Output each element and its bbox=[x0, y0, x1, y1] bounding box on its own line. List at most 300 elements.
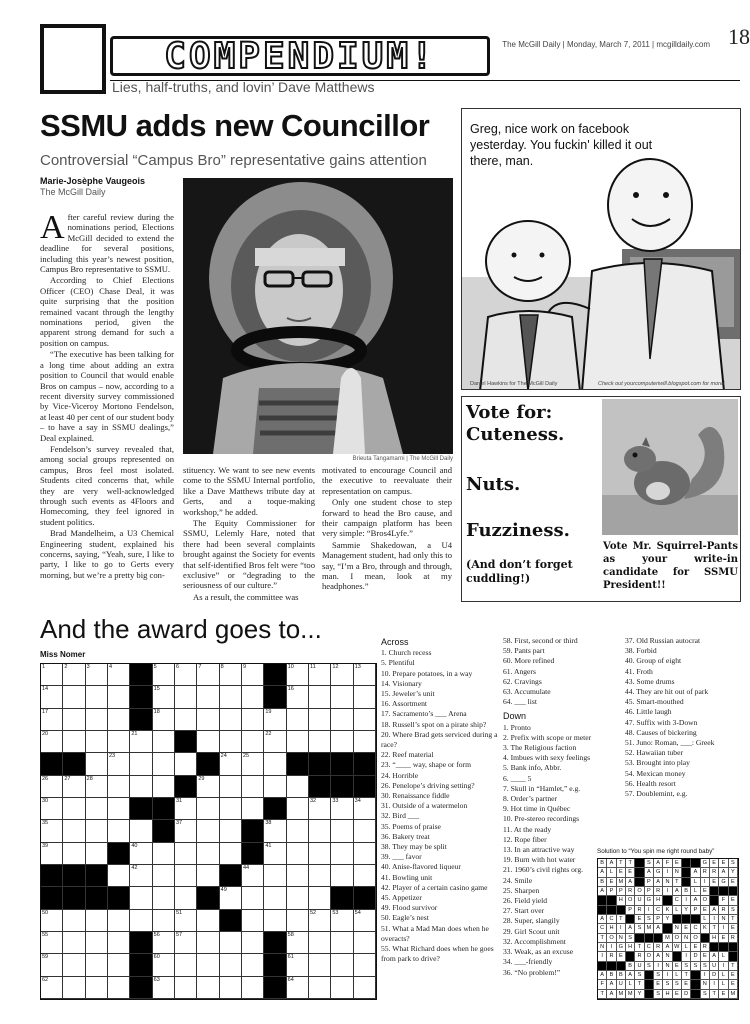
crossword-cell[interactable] bbox=[41, 932, 63, 954]
solution-letter: M bbox=[626, 990, 635, 999]
crossword-cell[interactable] bbox=[220, 664, 242, 686]
crossword-cell[interactable] bbox=[175, 709, 197, 731]
clue-number: 4 bbox=[109, 664, 113, 670]
article-paragraph: Only one student chose to step forward to head the Bro cause, and their campaign platform has been very simple: “Bros4Lyfe.” bbox=[322, 497, 452, 539]
crossword-author: Miss Nomer bbox=[40, 650, 86, 659]
crossword-cell[interactable] bbox=[86, 664, 108, 686]
crossword-cell[interactable] bbox=[264, 865, 286, 887]
crossword-cell[interactable] bbox=[242, 954, 264, 976]
crossword-cell[interactable] bbox=[197, 977, 219, 999]
crossword-cell[interactable] bbox=[242, 977, 264, 999]
solution-block bbox=[598, 896, 607, 905]
clue-number: 26 bbox=[42, 775, 49, 782]
crossword-cell[interactable] bbox=[108, 686, 130, 708]
clue-number: 60 bbox=[153, 954, 160, 961]
crossword-cell[interactable] bbox=[242, 731, 264, 753]
crossword-cell[interactable] bbox=[264, 709, 286, 731]
crossword-cell[interactable] bbox=[287, 910, 309, 932]
crossword-cell[interactable] bbox=[175, 932, 197, 954]
crossword-cell[interactable] bbox=[354, 798, 376, 820]
crossword-cell[interactable] bbox=[86, 843, 108, 865]
crossword-cell[interactable] bbox=[130, 887, 152, 909]
clue: 60. More refined bbox=[503, 656, 555, 666]
solution-letter: S bbox=[654, 971, 663, 980]
clue-number: 9 bbox=[243, 664, 247, 670]
crossword-block bbox=[331, 753, 353, 775]
crossword-cell[interactable] bbox=[197, 798, 219, 820]
crossword-block bbox=[220, 865, 242, 887]
crossword-cell[interactable] bbox=[130, 820, 152, 842]
crossword-cell[interactable] bbox=[242, 686, 264, 708]
crossword-cell[interactable] bbox=[108, 865, 130, 887]
crossword-cell[interactable] bbox=[175, 664, 197, 686]
crossword-cell[interactable] bbox=[197, 776, 219, 798]
solution-letter: N bbox=[598, 943, 607, 952]
solution-letter: E bbox=[729, 896, 738, 905]
crossword-cell[interactable] bbox=[331, 932, 353, 954]
crossword-cell[interactable] bbox=[242, 776, 264, 798]
crossword-cell[interactable] bbox=[108, 753, 130, 775]
crossword-cell[interactable] bbox=[309, 977, 331, 999]
crossword-cell[interactable] bbox=[130, 753, 152, 775]
solution-block bbox=[645, 971, 654, 980]
section-title: COMPENDIUM! bbox=[110, 36, 490, 76]
crossword-cell[interactable] bbox=[130, 731, 152, 753]
crossword-cell[interactable] bbox=[220, 686, 242, 708]
crossword-cell[interactable] bbox=[197, 686, 219, 708]
crossword-cell[interactable] bbox=[63, 843, 85, 865]
solution-letter: I bbox=[682, 952, 691, 961]
crossword-cell[interactable] bbox=[242, 932, 264, 954]
clue-number: 34 bbox=[354, 798, 361, 804]
crossword-cell[interactable] bbox=[287, 686, 309, 708]
solution-letter: H bbox=[607, 924, 616, 933]
crossword-cell[interactable] bbox=[175, 820, 197, 842]
crossword-cell[interactable] bbox=[287, 977, 309, 999]
crossword-cell[interactable] bbox=[130, 776, 152, 798]
solution-letter: L bbox=[626, 980, 635, 989]
crossword-cell[interactable] bbox=[309, 865, 331, 887]
crossword-cell[interactable] bbox=[354, 664, 376, 686]
crossword-cell[interactable] bbox=[354, 932, 376, 954]
clue-number: 63 bbox=[153, 976, 160, 983]
crossword-cell[interactable] bbox=[309, 954, 331, 976]
crossword-cell[interactable] bbox=[153, 843, 175, 865]
crossword-cell[interactable] bbox=[287, 664, 309, 686]
crossword-cell[interactable] bbox=[331, 977, 353, 999]
solution-letter: I bbox=[663, 868, 672, 877]
article-paragraph: After careful review during the nominations period, Elections McGill decided to extend the deadline for several positions, including this year’s newest position, Campus Bro representative to SSMU. bbox=[40, 212, 174, 275]
crossword-cell[interactable] bbox=[153, 776, 175, 798]
clue-number: 24 bbox=[220, 753, 227, 760]
crossword-cell[interactable] bbox=[287, 865, 309, 887]
solution-letter: P bbox=[607, 887, 616, 896]
crossword-cell[interactable] bbox=[153, 709, 175, 731]
clue-number: 20 bbox=[42, 731, 49, 737]
crossword-cell[interactable] bbox=[220, 843, 242, 865]
crossword-cell[interactable] bbox=[41, 776, 63, 798]
solution-letter: R bbox=[719, 906, 728, 915]
crossword-cell[interactable] bbox=[242, 709, 264, 731]
crossword-cell[interactable] bbox=[220, 709, 242, 731]
solution-block bbox=[701, 934, 710, 943]
crossword-cell[interactable] bbox=[63, 664, 85, 686]
crossword-cell[interactable] bbox=[354, 843, 376, 865]
crossword-block bbox=[309, 753, 331, 775]
crossword-cell[interactable] bbox=[86, 820, 108, 842]
crossword-cell[interactable] bbox=[331, 820, 353, 842]
clue: 29. Girl Scout unit bbox=[503, 926, 560, 936]
crossword-cell[interactable] bbox=[41, 686, 63, 708]
clue-number: 5 bbox=[153, 664, 157, 670]
crossword-cell[interactable] bbox=[354, 977, 376, 999]
crossword-cell[interactable] bbox=[309, 910, 331, 932]
crossword-cell[interactable] bbox=[197, 731, 219, 753]
crossword-cell[interactable] bbox=[86, 977, 108, 999]
solution-letter: Y bbox=[663, 915, 672, 924]
crossword-cell[interactable] bbox=[220, 932, 242, 954]
crossword-cell[interactable] bbox=[242, 753, 264, 775]
crossword-cell[interactable] bbox=[197, 820, 219, 842]
crossword-cell[interactable] bbox=[175, 843, 197, 865]
crossword-cell[interactable] bbox=[197, 843, 219, 865]
clues-column-3 bbox=[625, 636, 745, 799]
crossword-cell[interactable] bbox=[331, 709, 353, 731]
crossword-cell[interactable] bbox=[175, 887, 197, 909]
crossword-cell[interactable] bbox=[130, 910, 152, 932]
crossword-cell[interactable] bbox=[108, 977, 130, 999]
solution-letter: U bbox=[617, 980, 626, 989]
solution-letter: A bbox=[719, 868, 728, 877]
crossword-cell[interactable] bbox=[264, 753, 286, 775]
ad-nuts: Nuts. bbox=[466, 474, 521, 495]
crossword-cell[interactable] bbox=[197, 664, 219, 686]
crossword-cell[interactable] bbox=[287, 776, 309, 798]
crossword-grid[interactable] bbox=[40, 663, 377, 1000]
solution-letter: R bbox=[635, 906, 644, 915]
crossword-cell[interactable] bbox=[331, 664, 353, 686]
crossword-cell[interactable] bbox=[108, 954, 130, 976]
crossword-cell[interactable] bbox=[354, 954, 376, 976]
crossword-cell[interactable] bbox=[63, 686, 85, 708]
crossword-cell[interactable] bbox=[331, 798, 353, 820]
crossword-block bbox=[309, 776, 331, 798]
crossword-cell[interactable] bbox=[153, 932, 175, 954]
crossword-cell[interactable] bbox=[41, 798, 63, 820]
crossword-cell[interactable] bbox=[153, 664, 175, 686]
crossword-cell[interactable] bbox=[264, 776, 286, 798]
clue-number: 44 bbox=[243, 865, 250, 871]
crossword-cell[interactable] bbox=[63, 820, 85, 842]
crossword-cell[interactable] bbox=[287, 709, 309, 731]
crossword-cell[interactable] bbox=[63, 798, 85, 820]
article-column-3 bbox=[322, 465, 452, 605]
clue: 32. Accomplishment bbox=[503, 936, 566, 946]
clue: 7. Skull in “Hamlet,” e.g. bbox=[503, 783, 581, 793]
clue-number: 1 bbox=[42, 664, 46, 670]
crossword-cell[interactable] bbox=[108, 709, 130, 731]
solution-letter: E bbox=[626, 868, 635, 877]
article-column-1 bbox=[40, 212, 174, 602]
crossword-cell[interactable] bbox=[86, 798, 108, 820]
crossword-cell[interactable] bbox=[309, 664, 331, 686]
crossword-cell[interactable] bbox=[331, 865, 353, 887]
crossword-cell[interactable] bbox=[354, 731, 376, 753]
crossword-cell[interactable] bbox=[130, 865, 152, 887]
solution-letter: Y bbox=[729, 868, 738, 877]
crossword-cell[interactable] bbox=[63, 731, 85, 753]
solution-block bbox=[682, 878, 691, 887]
crossword-cell[interactable] bbox=[130, 843, 152, 865]
crossword-cell[interactable] bbox=[242, 664, 264, 686]
crossword-cell[interactable] bbox=[86, 731, 108, 753]
crossword-cell[interactable] bbox=[41, 731, 63, 753]
clue-number: 39 bbox=[42, 842, 49, 849]
crossword-cell[interactable] bbox=[41, 820, 63, 842]
crossword-block bbox=[108, 843, 130, 865]
crossword-cell[interactable] bbox=[86, 686, 108, 708]
solution-letter: B bbox=[598, 859, 607, 868]
crossword-cell[interactable] bbox=[309, 798, 331, 820]
clue: 54. Mexican money bbox=[625, 768, 686, 778]
crossword-cell[interactable] bbox=[153, 910, 175, 932]
solution-letter: A bbox=[607, 859, 616, 868]
crossword-cell[interactable] bbox=[153, 753, 175, 775]
crossword-cell[interactable] bbox=[242, 910, 264, 932]
clue: 10. Prepare potatoes, in a way bbox=[381, 668, 473, 678]
crossword-cell[interactable] bbox=[220, 776, 242, 798]
crossword-cell[interactable] bbox=[354, 865, 376, 887]
crossword-cell[interactable] bbox=[175, 753, 197, 775]
solution-letter: N bbox=[673, 924, 682, 933]
solution-block bbox=[598, 906, 607, 915]
crossword-block bbox=[153, 798, 175, 820]
clue: 52. Hawaiian tuber bbox=[625, 748, 683, 758]
solution-letter: O bbox=[635, 887, 644, 896]
crossword-block bbox=[108, 887, 130, 909]
crossword-cell[interactable] bbox=[220, 954, 242, 976]
crossword-block bbox=[130, 709, 152, 731]
crossword-cell[interactable] bbox=[41, 664, 63, 686]
solution-letter: T bbox=[598, 934, 607, 943]
solution-letter: S bbox=[701, 990, 710, 999]
crossword-title: And the award goes to... bbox=[40, 614, 322, 644]
crossword-cell[interactable] bbox=[331, 843, 353, 865]
solution-block bbox=[645, 990, 654, 999]
crossword-cell[interactable] bbox=[331, 910, 353, 932]
crossword-cell[interactable] bbox=[287, 932, 309, 954]
crossword-block bbox=[153, 820, 175, 842]
clue: 63. Accumulate bbox=[503, 687, 551, 697]
crossword-cell[interactable] bbox=[309, 932, 331, 954]
crossword-cell[interactable] bbox=[197, 932, 219, 954]
crossword-cell[interactable] bbox=[220, 820, 242, 842]
crossword-cell[interactable] bbox=[86, 753, 108, 775]
crossword-cell[interactable] bbox=[242, 887, 264, 909]
crossword-cell[interactable] bbox=[220, 887, 242, 909]
crossword-cell[interactable] bbox=[220, 977, 242, 999]
crossword-cell[interactable] bbox=[41, 954, 63, 976]
crossword-block bbox=[264, 686, 286, 708]
crossword-cell[interactable] bbox=[220, 753, 242, 775]
crossword-cell[interactable] bbox=[86, 776, 108, 798]
crossword-cell[interactable] bbox=[264, 910, 286, 932]
crossword-cell[interactable] bbox=[175, 798, 197, 820]
crossword-cell[interactable] bbox=[108, 664, 130, 686]
crossword-cell[interactable] bbox=[108, 820, 130, 842]
crossword-cell[interactable] bbox=[354, 709, 376, 731]
crossword-cell[interactable] bbox=[287, 954, 309, 976]
crossword-cell[interactable] bbox=[63, 932, 85, 954]
crossword-cell[interactable] bbox=[331, 954, 353, 976]
crossword-cell[interactable] bbox=[108, 910, 130, 932]
article-paragraph: stituency. We want to see new events come to the SSMU Internal portfolio, like a Dave Matthews tribute day at Gerts, and a toque-making workshop,” he added. bbox=[183, 465, 315, 517]
crossword-cell[interactable] bbox=[41, 977, 63, 999]
crossword-cell[interactable] bbox=[86, 932, 108, 954]
crossword-cell[interactable] bbox=[197, 865, 219, 887]
crossword-cell[interactable] bbox=[197, 709, 219, 731]
crossword-cell[interactable] bbox=[220, 798, 242, 820]
crossword-cell[interactable] bbox=[175, 910, 197, 932]
crossword-cell[interactable] bbox=[175, 686, 197, 708]
solution-letter: I bbox=[710, 915, 719, 924]
crossword-cell[interactable] bbox=[63, 776, 85, 798]
crossword-cell[interactable] bbox=[287, 798, 309, 820]
clue: 35. Poems of praise bbox=[381, 821, 441, 831]
crossword-cell[interactable] bbox=[331, 686, 353, 708]
solution-letter: A bbox=[710, 952, 719, 961]
solution-letter: C bbox=[645, 943, 654, 952]
crossword-cell[interactable] bbox=[354, 686, 376, 708]
solution-block bbox=[673, 915, 682, 924]
masthead-box-logo bbox=[40, 24, 106, 94]
solution-letter: B bbox=[598, 878, 607, 887]
crossword-cell[interactable] bbox=[86, 709, 108, 731]
crossword-cell[interactable] bbox=[287, 887, 309, 909]
crossword-cell[interactable] bbox=[287, 843, 309, 865]
clue: 23. “____ way, shape or form bbox=[381, 760, 471, 770]
crossword-cell[interactable] bbox=[108, 798, 130, 820]
clue: 37. Old Russian autocrat bbox=[625, 636, 701, 645]
drop-cap: A bbox=[40, 212, 65, 246]
crossword-cell[interactable] bbox=[153, 954, 175, 976]
crossword-cell[interactable] bbox=[86, 954, 108, 976]
crossword-cell[interactable] bbox=[242, 865, 264, 887]
crossword-cell[interactable] bbox=[287, 731, 309, 753]
clue: 59. Pants part bbox=[503, 646, 545, 656]
crossword-cell[interactable] bbox=[63, 977, 85, 999]
solution-letter: S bbox=[626, 934, 635, 943]
clue: 43. Some drums bbox=[625, 676, 675, 686]
solution-letter: A bbox=[654, 952, 663, 961]
clue-number: 32 bbox=[310, 798, 317, 804]
solution-letter: I bbox=[663, 887, 672, 896]
solution-block bbox=[617, 906, 626, 915]
solution-letter: B bbox=[607, 971, 616, 980]
clue: 31. Outside of a watermelon bbox=[381, 801, 468, 811]
solution-block bbox=[682, 859, 691, 868]
crossword-cell[interactable] bbox=[242, 798, 264, 820]
crossword-cell[interactable] bbox=[41, 910, 63, 932]
crossword-cell[interactable] bbox=[108, 731, 130, 753]
crossword-cell[interactable] bbox=[197, 910, 219, 932]
crossword-cell[interactable] bbox=[153, 977, 175, 999]
article-paragraph: Fendelson’s survey revealed that, among social groups represented on campus, Bros feel most isolated. Students cited concerns that, while they are very well-acknowledged through such events as 4Floors and Homecoming, they feel ignored in student politics. bbox=[40, 443, 174, 527]
clue: 62. Cravings bbox=[503, 676, 542, 686]
solution-letter: T bbox=[729, 915, 738, 924]
crossword-block bbox=[242, 820, 264, 842]
crossword-cell[interactable] bbox=[86, 910, 108, 932]
crossword-cell[interactable] bbox=[63, 910, 85, 932]
crossword-cell[interactable] bbox=[309, 820, 331, 842]
solution-letter: E bbox=[635, 915, 644, 924]
crossword-block bbox=[63, 753, 85, 775]
crossword-cell[interactable] bbox=[153, 865, 175, 887]
solution-letter: E bbox=[729, 980, 738, 989]
solution-letter: T bbox=[598, 990, 607, 999]
crossword-cell[interactable] bbox=[309, 887, 331, 909]
clue: 53. Brought into play bbox=[625, 758, 690, 768]
solution-letter: I bbox=[645, 906, 654, 915]
crossword-cell[interactable] bbox=[108, 932, 130, 954]
crossword-cell[interactable] bbox=[264, 887, 286, 909]
crossword-cell[interactable] bbox=[309, 709, 331, 731]
solution-letter: U bbox=[635, 962, 644, 971]
solution-letter: A bbox=[598, 868, 607, 877]
crossword-cell[interactable] bbox=[63, 709, 85, 731]
crossword-cell[interactable] bbox=[175, 954, 197, 976]
solution-block bbox=[691, 990, 700, 999]
crossword-cell[interactable] bbox=[354, 820, 376, 842]
crossword-cell[interactable] bbox=[331, 731, 353, 753]
crossword-cell[interactable] bbox=[41, 843, 63, 865]
crossword-cell[interactable] bbox=[175, 865, 197, 887]
solution-block bbox=[635, 868, 644, 877]
crossword-cell[interactable] bbox=[287, 820, 309, 842]
solution-block bbox=[617, 962, 626, 971]
crossword-cell[interactable] bbox=[153, 887, 175, 909]
crossword-cell[interactable] bbox=[264, 843, 286, 865]
solution-letter: H bbox=[710, 934, 719, 943]
solution-letter: O bbox=[607, 934, 616, 943]
crossword-cell[interactable] bbox=[41, 709, 63, 731]
solution-letter: A bbox=[645, 868, 654, 877]
solution-letter: A bbox=[654, 859, 663, 868]
solution-letter: B bbox=[682, 887, 691, 896]
crossword-cell[interactable] bbox=[153, 731, 175, 753]
crossword-cell[interactable] bbox=[153, 686, 175, 708]
crossword-cell[interactable] bbox=[108, 776, 130, 798]
solution-letter: G bbox=[654, 868, 663, 877]
crossword-cell[interactable] bbox=[175, 977, 197, 999]
solution-block bbox=[729, 943, 738, 952]
crossword-cell[interactable] bbox=[309, 843, 331, 865]
clue: 21. 1960’s civil rights org. bbox=[503, 865, 584, 875]
crossword-block bbox=[220, 910, 242, 932]
crossword-cell[interactable] bbox=[197, 954, 219, 976]
clue: 9. Hot time in Québec bbox=[503, 804, 571, 814]
crossword-cell[interactable] bbox=[354, 910, 376, 932]
crossword-cell[interactable] bbox=[63, 954, 85, 976]
crossword-cell[interactable] bbox=[264, 820, 286, 842]
crossword-cell[interactable] bbox=[309, 686, 331, 708]
solution-letter: T bbox=[710, 990, 719, 999]
crossword-cell[interactable] bbox=[309, 731, 331, 753]
clue: 25. Sharpen bbox=[503, 885, 540, 895]
solution-block bbox=[691, 971, 700, 980]
crossword-cell[interactable] bbox=[220, 731, 242, 753]
crossword-cell[interactable] bbox=[264, 731, 286, 753]
